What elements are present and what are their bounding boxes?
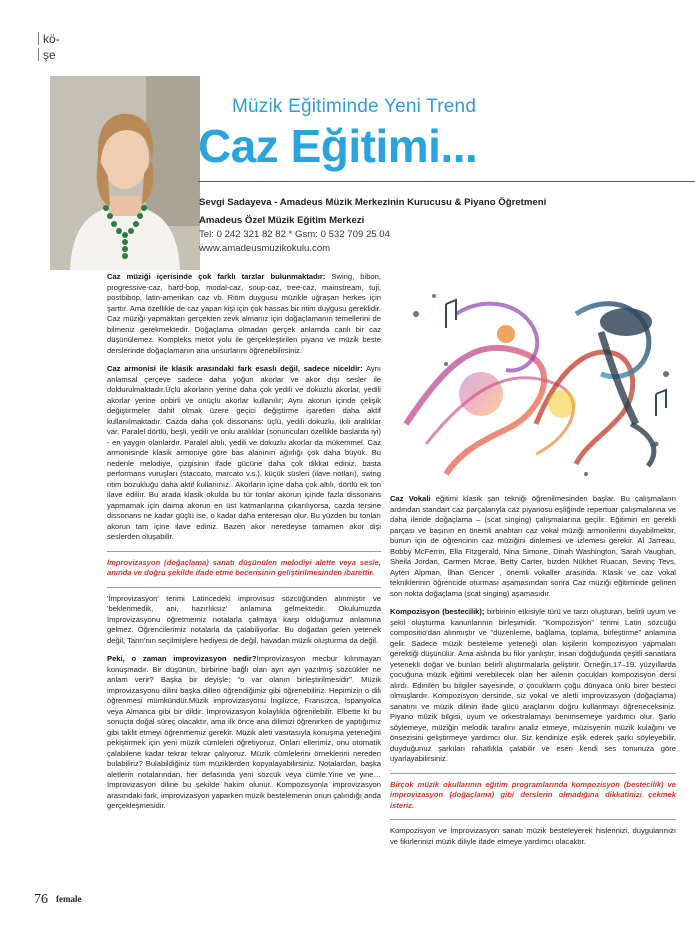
- paragraph: Kompozisyon ve İmprovizasyon sanatı müzik besteleyerek hislerinizi, duygularınızı ve fikirlerinizi müzik diliyle ifade etmeye yardımcı olacaktır.: [390, 826, 676, 846]
- right-column: [390, 494, 676, 855]
- organization-name: Amadeus Özel Müzik Eğitim Merkezi: [199, 215, 365, 226]
- paragraph: [390, 494, 676, 599]
- quote-divider: [107, 587, 381, 588]
- header-divider: [198, 181, 695, 182]
- paragraph-lead: Peki, o zaman improvizasyon nedir?: [107, 654, 257, 663]
- contact-phone: Tel: 0 242 321 82 82 * Gsm: 0 532 709 25 04: [199, 229, 390, 240]
- website-link[interactable]: www.amadeusmuzikokulu.com: [199, 243, 331, 254]
- magazine-name: female: [56, 894, 82, 904]
- left-column: [107, 272, 381, 820]
- paragraph-lead: Caz Vokali: [390, 494, 431, 503]
- corner-bar: [38, 48, 39, 61]
- quote-divider: [390, 819, 676, 820]
- quote-divider: [107, 551, 381, 552]
- corner-line-2: şe: [43, 48, 56, 62]
- portrait-illustration: [50, 76, 200, 270]
- paragraph: [390, 607, 676, 765]
- paragraph-lead: Caz armonisi ile klasik arasındaki fark esaslı değil, sadece niceldir:: [107, 364, 363, 373]
- paragraph: [107, 654, 381, 812]
- paragraph: [107, 272, 381, 356]
- pull-quote: İmprovizasyon (doğaçlama) sanatı düşünülen melodiyi alette veya sesle, anında ve doğru şekilde ifade etme becerisinin geliştirilmesinden ibarettir.: [107, 557, 381, 577]
- author-photo: [50, 76, 200, 270]
- quote-divider: [390, 773, 676, 774]
- pull-quote: Birçok müzik okullarının eğitim programlarında kompozisyon (bestecilik) ve improvizasyon (doğaçlama) gibi derslerin olmadığına dikkatinizi çekmek isteriz.: [390, 779, 676, 810]
- page-number: 76: [34, 892, 48, 907]
- paragraph-text: eğitimi klasik şan tekniği öğrenilmesinden başlar. Bu çalışmaların ardından standart caz parçalarıyla caz piyanosu eşliğinde repertuar çalışmalarına ve daha ileride doğaçlama – (scat singing) çalışmalarına geçilir. Eğitimin en gerekli parçası ve başının en önemli anahtarı caz vokal müziği armonilerini duyabilmektir, bunun için de öğrencinin caz müziğini dinlemesi ve izlemesi gerekir. Al Jarreau, Bobby McFerrin, Ella Fitzgerald, Nina Simone, Dinah Washington, Sarah Vaughan, Sheila Jordan, Carmen Mcrae, Betty Carter, bizden Nükhet Ruacan, Sevinç Tevs, Ayten Alpman, İlhan Gencer , önemli vokaller arasında. Klasik ve caz vokal tekniklerinin öğrencide oturması aşamasından sonra Caz müziği eğitiminde gelinen son nokta doğaçlama (scat singing) aşamasıdır.: [390, 494, 676, 598]
- article-title: Caz Eğitimi...: [198, 120, 478, 172]
- paragraph-text: birbirinin etkisiyle türü ve tarzı oluşturan, belirli uyum ve şekil oluşturma kanunlarının birleşimidir. "Kompozisyon" terimi Latin sözcüğü compositio'dan alınmıştır ve "düzenleme, bağlama, toplama, birleştirme" anlamına gelir. Sadece müzik besteleme yeteneği olan kişilerin kompozisyon yapmaları gerektiği düşünülür. Ama aslında bu fikir yanlıştır, insan doğduğunda çeşitli sanatlara yetenekli doğar ve bunları belirli alıştırmalarla geliştirir. Örneğin,17–19. yüzyıllarda çocuğuna müzik eğitimi verebilecek olan her ailenin çocukları kompozisyon dersi alırdı. Edinilen bu bilgiler sayesinde, o çocukların çoğu dünyaca ünlü birer besteci olmuşlardır. Kompozisyon dersinde, siz vokal ve aletli improvizasyon (doğaçlama) sanatını ve müzik dilinin ifade gücü araçlarını doğru kullanmayı öğreneceksiniz. Piyano müzik bilgisi, uyum ve orkestralamayı benimsemeye yardımcı olur. Şarkı söylemeye, müziğin melodik tarafını analiz etmeye, müzisyenin müzik kulağını ve önsezisini geliştirmeye yardımcı olur. Siz kendinize eşlik ederek şarkı söyleyebilir, duyduğunuz şarkıları rahatlıkla çalabilir ve eseri kendi ses tonunuza göre uyarlayabilirsiniz.: [390, 607, 677, 763]
- author-byline: Sevgi Sadayeva - Amadeus Müzik Merkezinin Kurucusu & Piyano Öğretmeni: [199, 197, 547, 208]
- paragraph-text: Swing, bibon, progressive-caz, hard-bop, modal-caz, soup-caz, tree-caz, mainstream, tuji, postbibop, latin-amerikan caz vb. Ritim duygusu müzikle uğraşan herkes için şarttır. Ama özellikle de caz yapan kişi için çok hassas bir ritim duygusu gereklidir. Caz müziği yapmaktan gerçekten zevk almanız için doğaçlamanın temellerini de bilmeniz gerekmektedir. Doğaçlama olmadan gerçek anlamda canlı bir caz düşünülemez. Kompleks metot yolu ile gerçekleştirilen piyano ve müzik beste derslerinde doğaçlamanın ana unsurlarını öğrenebilirsiniz.: [107, 272, 381, 355]
- saxophone-artwork: [386, 274, 686, 486]
- corner-line-1: kö-: [43, 32, 60, 46]
- corner-bar: [38, 32, 39, 45]
- paragraph: 'İmprovizasyon' terimi Latincedeki improvisus sözcüğünden alınmıştır ve 'beklenmedik, ani, hazırlıksız' anlamına gelmektedir. Okulumuzda İmprovizasyonu öğretmemiz notalarla çalmaya karşı olduğumuz anlamına gelmez. Öğrencilerimiz notalarla da çalabiliyorlar. Bu doğadan gelen yetenek değil, Tanrı'nın seçilmişlere hediyesi de değil, havadan müzik oluşturma da değil.: [107, 593, 381, 645]
- paragraph-text: İmprovizasyon mecbur kılınmayan konuşmadır. Bir düşünün, birbirine bağlı olan ayrı ayrı yazılmış sözcükler ne anlam verir? Başka bir deyişle; "o var olanın birleştirilmesidir". Müzik improvizasyonu dilini başka dilleri öğrendiğimiz gibi öğrenebiliriz. Hepimizin o dili öğrenmesi mümkündür.Müzik improvizasyonu İngilizce, Fransızca, İspanyolca veya Almanca gibi bir dildir. İmprovizasyon kolaylıkla öğrenilebilir. Elbette ki bu sonuçta doğal süreç olacaktır, ama ilk önce ana dilimizi öğrenirken de yaptığımız gibi taklit etmeyi öğrenmemiz gerekir. Müzik aleti vasıtasıyla konuşma yeteneğini pekiştirmek için yeni müzik cümleleri öğretiyoruz. Onları ellerimiz, onu otomatik çalabilene kadar tekrar tekrar çalıyoruz. Müzik cümlelerini örneklerini nereden bulabiliriz? Bulabildiğiniz tüm müziklerden kopyalayabilirsiniz. Notalardan, başka aletlerin notalarından, her defasında yeni sözcük veya cümle.Yine ve yine… İmprovizasyon diline bu şekilde hakim olunur. Kompozisyonla improvizasyon arasındaki fark, improvizasyon yaparken müzik bestelemenin onun çalındığı anda gerçekleşmesidir.: [107, 654, 382, 810]
- paragraph-text: Aynı anlamsal çerçeve sadece daha yoğun akorlar ve akor dışı sesler ile doldurulmaktadır.Üçlü akorların yerine daha çok yedili ve dokuzlu akorlar, yedili akorlar yerine onbirli ve onüçlü akorlar kullanılır; Aynı akorun içinde çelişik değiştirmeler dahil olmak üzere geçici değiştirme işaretleri daha aktif kullanılmaktadır. Cazda daha çok dissonans: üçlü, yedili dokuzlu, ikili aralıklar var. Paralel dörtlü, beşli, yedili ve onlu aralıklar (sonuncuları özellikle baslarda iyi) - en yaygın olanlardır. Paralel altılı, yedili ve dokuzlu akorlar da mükemmel. Caz armonisinde klasik armoniye göre bas alanının ağırlığı çok daha büyük. Bu nedenle melodiye, çizgisinin ifade gücüne daha çok dikkat ediniz, basta performans vuruşları (staccato, marcato v.s.), küçük süsleri (ilave notları), swing ritim bozukluğu daha aktif kullanınız.. Akorların içine daha çok altılı, dörtlü ek ton ilave ediliır. Bu arada klasik okulda bu tür tonlar akorun içinde fazla dissonans yapmamak için daima akorun en üst katmanlarına çıkarılıyorsa, cazda tersine dissonans ne kadar güçlü ise, o kadar daha enteresan olur. Bu yüzden bu tonları akorun tam içine ilave ediniz. Bazen akor neredeyse tamamen akor dişi seslerden oluşabilir.: [107, 364, 382, 541]
- paragraph-lead: Kompozisyon (bestecilik);: [390, 607, 485, 616]
- paragraph-lead: Caz müziği içerisinde çok farklı tarzlar bulunmaktadır:: [107, 272, 326, 281]
- article-subtitle: Müzik Eğitiminde Yeni Trend: [232, 96, 477, 117]
- paragraph: [107, 364, 381, 543]
